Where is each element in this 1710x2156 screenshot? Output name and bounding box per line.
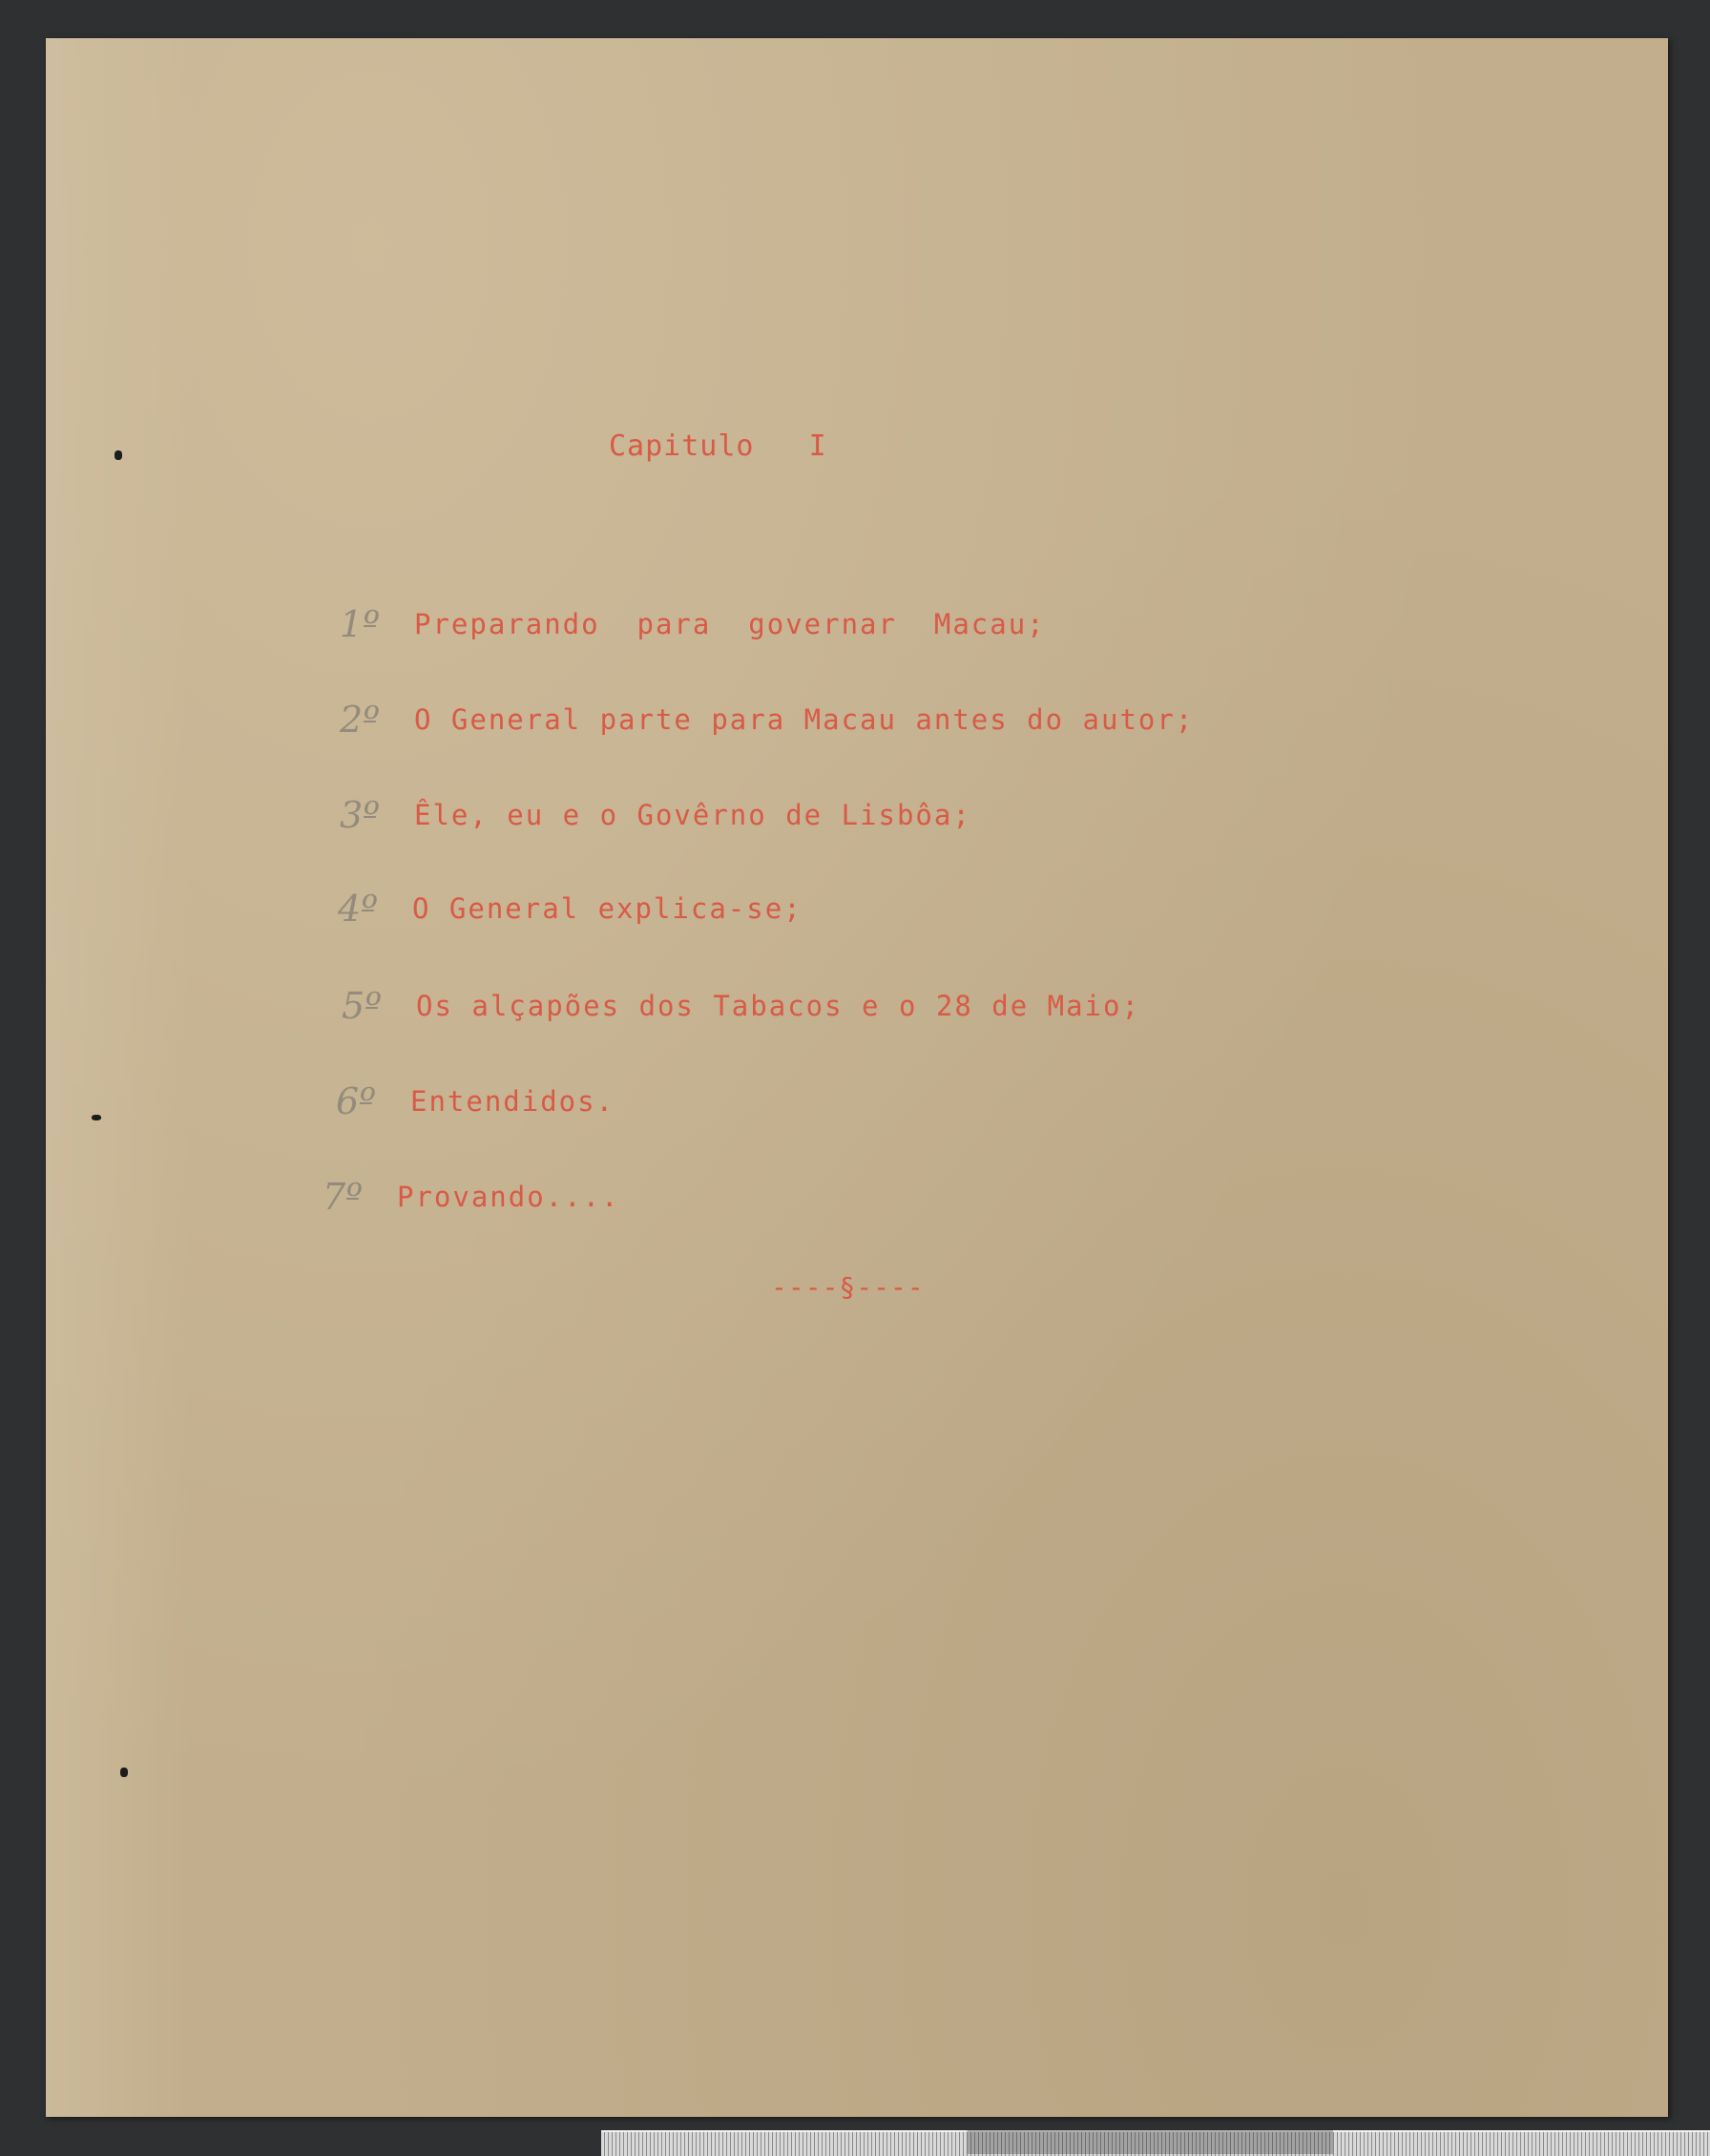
item-text: Provando.... (397, 1181, 620, 1213)
item-number: 6º (336, 1080, 377, 1122)
page-fold-shading (46, 38, 189, 2117)
item-number: 5º (342, 985, 383, 1027)
chapter-title: Capitulo I (609, 429, 827, 463)
contents-item (340, 701, 1194, 739)
contents-item (338, 890, 803, 928)
section-divider: ----§---- (771, 1271, 925, 1303)
contents-item (340, 796, 971, 834)
scale-ruler-band (601, 2130, 1710, 2154)
item-text: Preparando para governar Macau; (414, 608, 1046, 640)
item-number: 2º (340, 699, 381, 741)
contents-item (323, 1178, 620, 1216)
item-number: 7º (323, 1176, 364, 1218)
contents-item (336, 1082, 615, 1120)
item-text: Os alçapões dos Tabacos e o 28 de Maio; (416, 990, 1140, 1022)
punch-hole-mark (115, 450, 122, 460)
item-text: Entendidos. (410, 1085, 615, 1118)
contents-item (340, 605, 1046, 643)
item-text: O General explica-se; (412, 892, 803, 925)
punch-hole-mark (120, 1768, 128, 1777)
punch-hole-mark (92, 1115, 101, 1120)
contents-item (342, 987, 1140, 1025)
document-page (46, 38, 1668, 2117)
item-text: O General parte para Macau antes do autor; (414, 703, 1195, 736)
item-text: Êle, eu e o Govêrno de Lisbôa; (414, 799, 971, 831)
item-number: 4º (338, 888, 379, 930)
item-number: 3º (340, 794, 381, 836)
item-number: 1º (340, 603, 381, 645)
